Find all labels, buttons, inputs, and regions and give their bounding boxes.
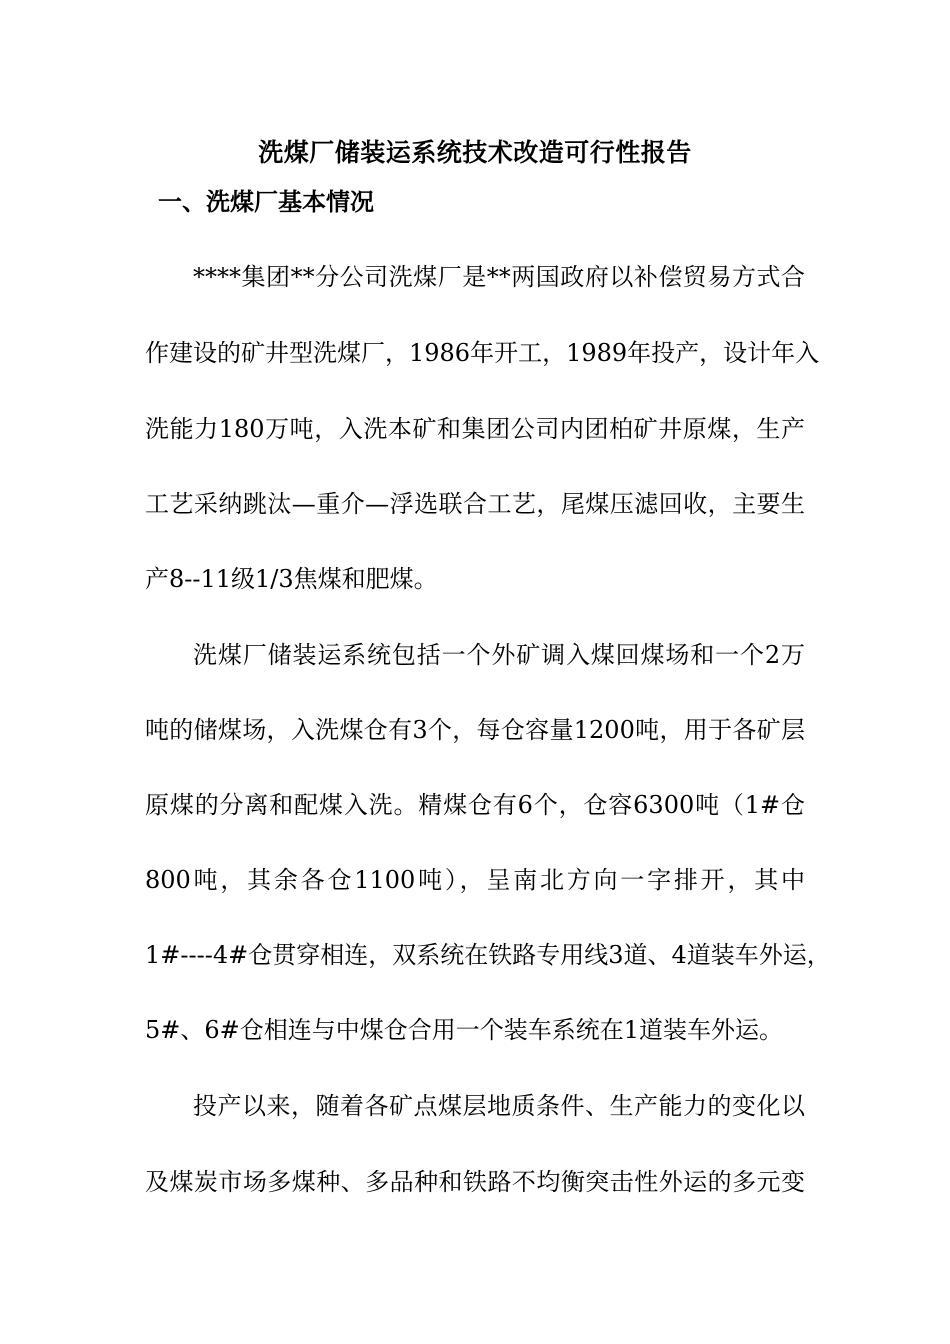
paragraph-line: 800吨，其余各仓1100吨），呈南北方向一字排开，其中 [145, 866, 805, 894]
paragraph-line: 洗煤厂储装运系统包括一个外矿调入煤回煤场和一个2万 [193, 641, 805, 669]
paragraph-line: 原煤的分离和配煤入洗。精煤仓有6个，仓容6300吨（1#仓 [145, 791, 805, 819]
document-title: 洗煤厂储装运系统技术改造可行性报告 [258, 138, 692, 167]
paragraph-line: 及煤炭市场多煤种、多品种和铁路不均衡突击性外运的多元变 [145, 1168, 805, 1196]
paragraph-line: 工艺采纳跳汰—重介—浮选联合工艺，尾煤压滤回收，主要生 [145, 490, 805, 518]
paragraph-line: 投产以来，随着各矿点煤层地质条件、生产能力的变化以 [193, 1092, 805, 1120]
paragraph-line: 洗能力180万吨，入洗本矿和集团公司内团柏矿井原煤，生产 [145, 415, 805, 443]
paragraph-line: ****集团**分公司洗煤厂是**两国政府以补偿贸易方式合 [193, 263, 805, 291]
paragraph-line: 1#----4#仓贯穿相连，双系统在铁路专用线3道、4道装车外运， [145, 941, 831, 969]
section-heading: 一、洗煤厂基本情况 [158, 187, 374, 216]
paragraph-line: 产8--11级1/3焦煤和肥煤。 [145, 565, 438, 593]
paragraph-line: 5#、6#仓相连与中煤仓合用一个装车系统在1道装车外运。 [145, 1016, 784, 1044]
paragraph-line: 作建设的矿井型洗煤厂，1986年开工，1989年投产，设计年入 [145, 339, 820, 367]
paragraph-line: 吨的储煤场，入洗煤仓有3个，每仓容量1200吨，用于各矿层 [145, 716, 805, 744]
